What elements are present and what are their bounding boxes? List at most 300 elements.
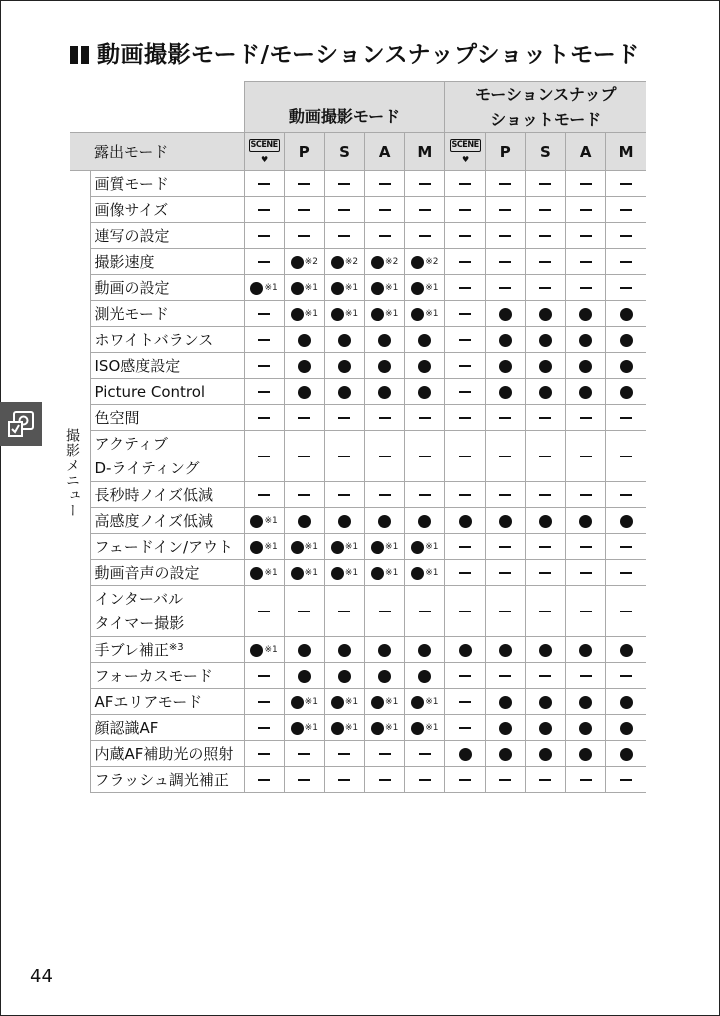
- available-dot-icon: [579, 360, 592, 373]
- table-cell: [445, 560, 485, 586]
- table-cell: [405, 767, 445, 793]
- unavailable-dash-icon: [539, 209, 551, 211]
- table-cell: [606, 560, 646, 586]
- available-dot-icon: [331, 282, 344, 295]
- table-cell: [244, 741, 284, 767]
- table-cell: [284, 171, 324, 197]
- footnote-ref: ※1: [344, 567, 359, 578]
- title-marker-icon: [81, 46, 89, 64]
- available-dot-icon: [338, 386, 351, 399]
- table-cell: [445, 275, 485, 301]
- row-label-line: 色空間: [94, 409, 140, 427]
- table-row: [70, 223, 646, 249]
- available-dot-icon: [331, 696, 344, 709]
- table-cell: [606, 534, 646, 560]
- unavailable-dash-icon: [459, 261, 471, 263]
- unavailable-dash-icon: [459, 701, 471, 703]
- table-cell: [405, 405, 445, 431]
- exposure-mode-motion-scene: [445, 133, 485, 171]
- table-cell: [445, 405, 485, 431]
- available-dot-icon: [338, 644, 351, 657]
- table-cell: [445, 197, 485, 223]
- available-dot-icon: [620, 722, 633, 735]
- row-label-line: 画像サイズ: [94, 201, 169, 219]
- table-cell: [324, 560, 364, 586]
- table-cell: [244, 586, 284, 637]
- table-cell: [566, 197, 606, 223]
- available-dot-icon: [378, 515, 391, 528]
- unavailable-dash-icon: [539, 183, 551, 185]
- footnote-ref: ※1: [385, 308, 399, 319]
- row-label-line: 測光モード: [94, 305, 169, 323]
- unavailable-dash-icon: [338, 183, 350, 185]
- unavailable-dash-icon: [620, 417, 632, 419]
- footnote-ref: ※1: [425, 282, 439, 293]
- unavailable-dash-icon: [580, 675, 592, 677]
- table-cell: [284, 431, 324, 482]
- available-dot-icon: [539, 696, 552, 709]
- row-label-line: 顔認識AF: [94, 719, 159, 737]
- table-cell: [365, 741, 405, 767]
- available-dot-icon: [250, 282, 263, 295]
- row-label: [90, 663, 244, 689]
- table-cell: [566, 482, 606, 508]
- table-cell: [525, 379, 565, 405]
- table-cell: [485, 275, 525, 301]
- row-label: [90, 327, 244, 353]
- footnote-ref: ※1: [344, 282, 359, 293]
- footnote-ref: ※3: [168, 642, 184, 653]
- available-dot-icon: [499, 722, 512, 735]
- scene-mode-text: SCENE: [250, 140, 278, 150]
- table-cell: [284, 275, 324, 301]
- table-cell: [284, 249, 324, 275]
- unavailable-dash-icon: [419, 183, 431, 185]
- footnote-ref: ※1: [425, 696, 439, 707]
- unavailable-dash-icon: [580, 456, 592, 458]
- unavailable-dash-icon: [499, 183, 511, 185]
- settings-table-body: [70, 82, 646, 793]
- table-cell: [365, 586, 405, 637]
- unavailable-dash-icon: [620, 456, 632, 458]
- table-cell: [284, 482, 324, 508]
- unavailable-dash-icon: [499, 779, 511, 781]
- table-cell: [445, 327, 485, 353]
- unavailable-dash-icon: [338, 235, 350, 237]
- row-label-line: [95, 639, 244, 660]
- row-label: [90, 482, 244, 508]
- table-cell: [284, 560, 324, 586]
- header-blank: [70, 82, 244, 133]
- row-label: [90, 223, 244, 249]
- table-cell: [485, 741, 525, 767]
- unavailable-dash-icon: [539, 546, 551, 548]
- table-cell: [365, 379, 405, 405]
- table-cell: [284, 327, 324, 353]
- table-cell: [405, 379, 445, 405]
- available-dot-icon: [371, 282, 384, 295]
- available-dot-icon: [620, 696, 633, 709]
- table-cell: [284, 379, 324, 405]
- unavailable-dash-icon: [419, 753, 431, 755]
- available-dot-icon: [579, 515, 592, 528]
- unavailable-dash-icon: [419, 611, 431, 613]
- available-dot-icon: [579, 386, 592, 399]
- row-label: [90, 249, 244, 275]
- row-label-line: フェードイン/アウト: [94, 538, 234, 556]
- table-cell: [405, 431, 445, 482]
- unavailable-dash-icon: [258, 753, 270, 755]
- table-cell: [606, 301, 646, 327]
- footnote-ref: ※1: [385, 567, 399, 578]
- table-cell: [606, 197, 646, 223]
- footnote-ref: ※1: [264, 644, 278, 655]
- row-label-line: 高感度ノイズ低減: [94, 512, 214, 530]
- table-row: [70, 767, 646, 793]
- table-cell: [324, 275, 364, 301]
- unavailable-dash-icon: [258, 261, 270, 263]
- table-cell: [365, 560, 405, 586]
- table-cell: [324, 353, 364, 379]
- table-cell: [485, 663, 525, 689]
- unavailable-dash-icon: [258, 313, 270, 315]
- available-dot-icon: [499, 748, 512, 761]
- table-cell: [405, 482, 445, 508]
- table-cell: [566, 689, 606, 715]
- exposure-mode-label: 露出モード: [70, 133, 244, 171]
- unavailable-dash-icon: [258, 611, 270, 613]
- unavailable-dash-icon: [338, 494, 350, 496]
- available-dot-icon: [539, 360, 552, 373]
- table-row: [70, 715, 646, 741]
- unavailable-dash-icon: [298, 183, 310, 185]
- unavailable-dash-icon: [298, 753, 310, 755]
- table-cell: [365, 171, 405, 197]
- table-cell: [365, 508, 405, 534]
- available-dot-icon: [411, 722, 424, 735]
- available-dot-icon: [499, 696, 512, 709]
- table-row: [70, 171, 646, 197]
- unavailable-dash-icon: [580, 261, 592, 263]
- exposure-mode-movie-m: M: [405, 133, 445, 171]
- table-cell: [405, 223, 445, 249]
- table-cell: [525, 197, 565, 223]
- table-cell: [365, 663, 405, 689]
- unavailable-dash-icon: [379, 753, 391, 755]
- table-cell: [284, 741, 324, 767]
- unavailable-dash-icon: [379, 183, 391, 185]
- footnote-ref: ※1: [264, 282, 278, 293]
- footnote-ref: ※1: [425, 722, 439, 733]
- available-dot-icon: [579, 696, 592, 709]
- table-row: [70, 741, 646, 767]
- available-dot-icon: [579, 748, 592, 761]
- table-row: [70, 327, 646, 353]
- table-cell: [405, 689, 445, 715]
- unavailable-dash-icon: [580, 494, 592, 496]
- table-cell: [244, 637, 284, 663]
- unavailable-dash-icon: [258, 494, 270, 496]
- unavailable-dash-icon: [580, 572, 592, 574]
- unavailable-dash-icon: [580, 546, 592, 548]
- unavailable-dash-icon: [459, 417, 471, 419]
- table-cell: [324, 223, 364, 249]
- unavailable-dash-icon: [379, 417, 391, 419]
- table-cell: [244, 405, 284, 431]
- table-row: [70, 560, 646, 586]
- available-dot-icon: [298, 515, 311, 528]
- available-dot-icon: [411, 308, 424, 321]
- table-cell: [566, 637, 606, 663]
- available-dot-icon: [539, 386, 552, 399]
- row-label: [90, 534, 244, 560]
- table-cell: [244, 663, 284, 689]
- available-dot-icon: [298, 670, 311, 683]
- available-dot-icon: [291, 722, 304, 735]
- table-cell: [324, 327, 364, 353]
- table-cell: [244, 689, 284, 715]
- table-cell: [485, 197, 525, 223]
- exposure-mode-movie-a: A: [365, 133, 405, 171]
- exposure-mode-motion-s: S: [525, 133, 565, 171]
- available-dot-icon: [620, 748, 633, 761]
- table-cell: [525, 405, 565, 431]
- table-cell: [445, 767, 485, 793]
- table-cell: [405, 171, 445, 197]
- table-cell: [324, 301, 364, 327]
- table-cell: [284, 637, 324, 663]
- available-dot-icon: [620, 334, 633, 347]
- table-cell: [525, 223, 565, 249]
- footnote-ref: ※1: [304, 722, 318, 733]
- available-dot-icon: [371, 541, 384, 554]
- table-cell: [445, 663, 485, 689]
- exposure-mode-motion-m: M: [606, 133, 646, 171]
- table-cell: [566, 586, 606, 637]
- table-cell: [284, 197, 324, 223]
- table-cell: [405, 586, 445, 637]
- footnote-ref: ※1: [385, 541, 399, 552]
- available-dot-icon: [338, 670, 351, 683]
- footnote-ref: ※1: [425, 308, 439, 319]
- table-cell: [606, 327, 646, 353]
- table-cell: [405, 353, 445, 379]
- unavailable-dash-icon: [620, 287, 632, 289]
- heart-icon: ♥: [461, 155, 470, 164]
- table-cell: [405, 663, 445, 689]
- settings-table: [70, 81, 646, 793]
- table-cell: [606, 663, 646, 689]
- table-cell: [405, 249, 445, 275]
- available-dot-icon: [620, 360, 633, 373]
- table-row: [70, 663, 646, 689]
- table-cell: [445, 482, 485, 508]
- exposure-mode-movie-s: S: [324, 133, 364, 171]
- table-cell: [606, 482, 646, 508]
- available-dot-icon: [418, 644, 431, 657]
- unavailable-dash-icon: [459, 572, 471, 574]
- row-label-line: 長秒時ノイズ低減: [94, 486, 214, 504]
- table-cell: [365, 249, 405, 275]
- table-cell: [405, 275, 445, 301]
- unavailable-dash-icon: [258, 727, 270, 729]
- available-dot-icon: [331, 722, 344, 735]
- table-row: [70, 379, 646, 405]
- unavailable-dash-icon: [620, 546, 632, 548]
- unavailable-dash-icon: [298, 494, 310, 496]
- unavailable-dash-icon: [539, 261, 551, 263]
- unavailable-dash-icon: [620, 261, 632, 263]
- table-cell: [566, 534, 606, 560]
- table-cell: [525, 327, 565, 353]
- available-dot-icon: [411, 696, 424, 709]
- table-cell: [405, 301, 445, 327]
- available-dot-icon: [250, 644, 263, 657]
- table-cell: [606, 767, 646, 793]
- table-cell: [324, 689, 364, 715]
- table-cell: [244, 197, 284, 223]
- available-dot-icon: [499, 308, 512, 321]
- unavailable-dash-icon: [459, 183, 471, 185]
- table-cell: [525, 689, 565, 715]
- table-cell: [324, 663, 364, 689]
- group-header-motion-line1: モーションスナップ: [474, 85, 617, 104]
- table-cell: [284, 301, 324, 327]
- table-cell: [606, 223, 646, 249]
- table-cell: [445, 353, 485, 379]
- row-label-line: 連写の設定: [94, 227, 170, 245]
- page-title-text: 動画撮影モード/モーションスナップショットモード: [97, 42, 640, 68]
- table-cell: [445, 534, 485, 560]
- unavailable-dash-icon: [459, 779, 471, 781]
- table-cell: [485, 327, 525, 353]
- table-cell: [244, 482, 284, 508]
- table-cell: [566, 249, 606, 275]
- available-dot-icon: [499, 644, 512, 657]
- table-cell: [324, 586, 364, 637]
- available-dot-icon: [411, 567, 424, 580]
- unavailable-dash-icon: [539, 494, 551, 496]
- table-cell: [525, 508, 565, 534]
- table-row: [70, 405, 646, 431]
- group-header-movie: 動画撮影モード: [244, 82, 445, 133]
- footnote-ref: ※1: [304, 308, 318, 319]
- unavailable-dash-icon: [539, 456, 551, 458]
- available-dot-icon: [499, 515, 512, 528]
- row-label-line: 内蔵AF補助光の照射: [94, 745, 234, 763]
- table-cell: [284, 223, 324, 249]
- available-dot-icon: [411, 256, 424, 269]
- available-dot-icon: [250, 541, 263, 554]
- table-row: [70, 431, 646, 482]
- available-dot-icon: [499, 334, 512, 347]
- table-cell: [566, 405, 606, 431]
- table-cell: [566, 741, 606, 767]
- table-cell: [244, 275, 284, 301]
- table-cell: [244, 171, 284, 197]
- table-cell: [485, 767, 525, 793]
- table-cell: [606, 586, 646, 637]
- available-dot-icon: [418, 360, 431, 373]
- table-row: [70, 586, 646, 637]
- table-cell: [525, 275, 565, 301]
- footnote-ref: ※2: [385, 256, 399, 267]
- table-cell: [566, 767, 606, 793]
- row-label: [90, 767, 244, 793]
- table-cell: [566, 171, 606, 197]
- unavailable-dash-icon: [620, 611, 632, 613]
- available-dot-icon: [338, 515, 351, 528]
- scene-mode-icon: [249, 133, 280, 170]
- available-dot-icon: [298, 644, 311, 657]
- unavailable-dash-icon: [499, 546, 511, 548]
- unavailable-dash-icon: [539, 611, 551, 613]
- footnote-ref: ※2: [425, 256, 439, 267]
- unavailable-dash-icon: [459, 727, 471, 729]
- table-cell: [445, 715, 485, 741]
- table-cell: [365, 275, 405, 301]
- table-cell: [606, 275, 646, 301]
- unavailable-dash-icon: [539, 287, 551, 289]
- table-cell: [445, 637, 485, 663]
- footnote-ref: ※1: [344, 722, 359, 733]
- table-cell: [606, 353, 646, 379]
- table-cell: [244, 767, 284, 793]
- table-cell: [606, 637, 646, 663]
- unavailable-dash-icon: [258, 675, 270, 677]
- table-cell: [525, 663, 565, 689]
- unavailable-dash-icon: [539, 235, 551, 237]
- table-cell: [566, 301, 606, 327]
- unavailable-dash-icon: [298, 779, 310, 781]
- table-cell: [324, 431, 364, 482]
- table-cell: [324, 405, 364, 431]
- side-label: 撮影メニュー: [64, 428, 80, 518]
- row-label: [90, 560, 244, 586]
- available-dot-icon: [579, 308, 592, 321]
- unavailable-dash-icon: [419, 417, 431, 419]
- footnote-ref: ※1: [344, 308, 359, 319]
- table-cell: [445, 171, 485, 197]
- available-dot-icon: [418, 334, 431, 347]
- row-label-line: フラッシュ調光補正: [94, 771, 229, 789]
- table-cell: [324, 715, 364, 741]
- table-row: [70, 249, 646, 275]
- available-dot-icon: [331, 308, 344, 321]
- unavailable-dash-icon: [379, 209, 391, 211]
- side-tab: [0, 402, 42, 446]
- table-cell: [365, 431, 405, 482]
- table-cell: [566, 663, 606, 689]
- available-dot-icon: [411, 282, 424, 295]
- table-cell: [485, 301, 525, 327]
- table-cell: [566, 275, 606, 301]
- table-cell: [365, 767, 405, 793]
- table-cell: [525, 353, 565, 379]
- unavailable-dash-icon: [338, 753, 350, 755]
- table-cell: [324, 482, 364, 508]
- table-row: [70, 353, 646, 379]
- row-label-line: インターバル: [94, 590, 184, 608]
- scene-mode-text: SCENE: [451, 140, 479, 150]
- table-cell: [485, 171, 525, 197]
- page-number: 44: [30, 966, 53, 987]
- table-cell: [525, 431, 565, 482]
- available-dot-icon: [418, 515, 431, 528]
- table-cell: [606, 249, 646, 275]
- table-cell: [445, 379, 485, 405]
- table-cell: [485, 249, 525, 275]
